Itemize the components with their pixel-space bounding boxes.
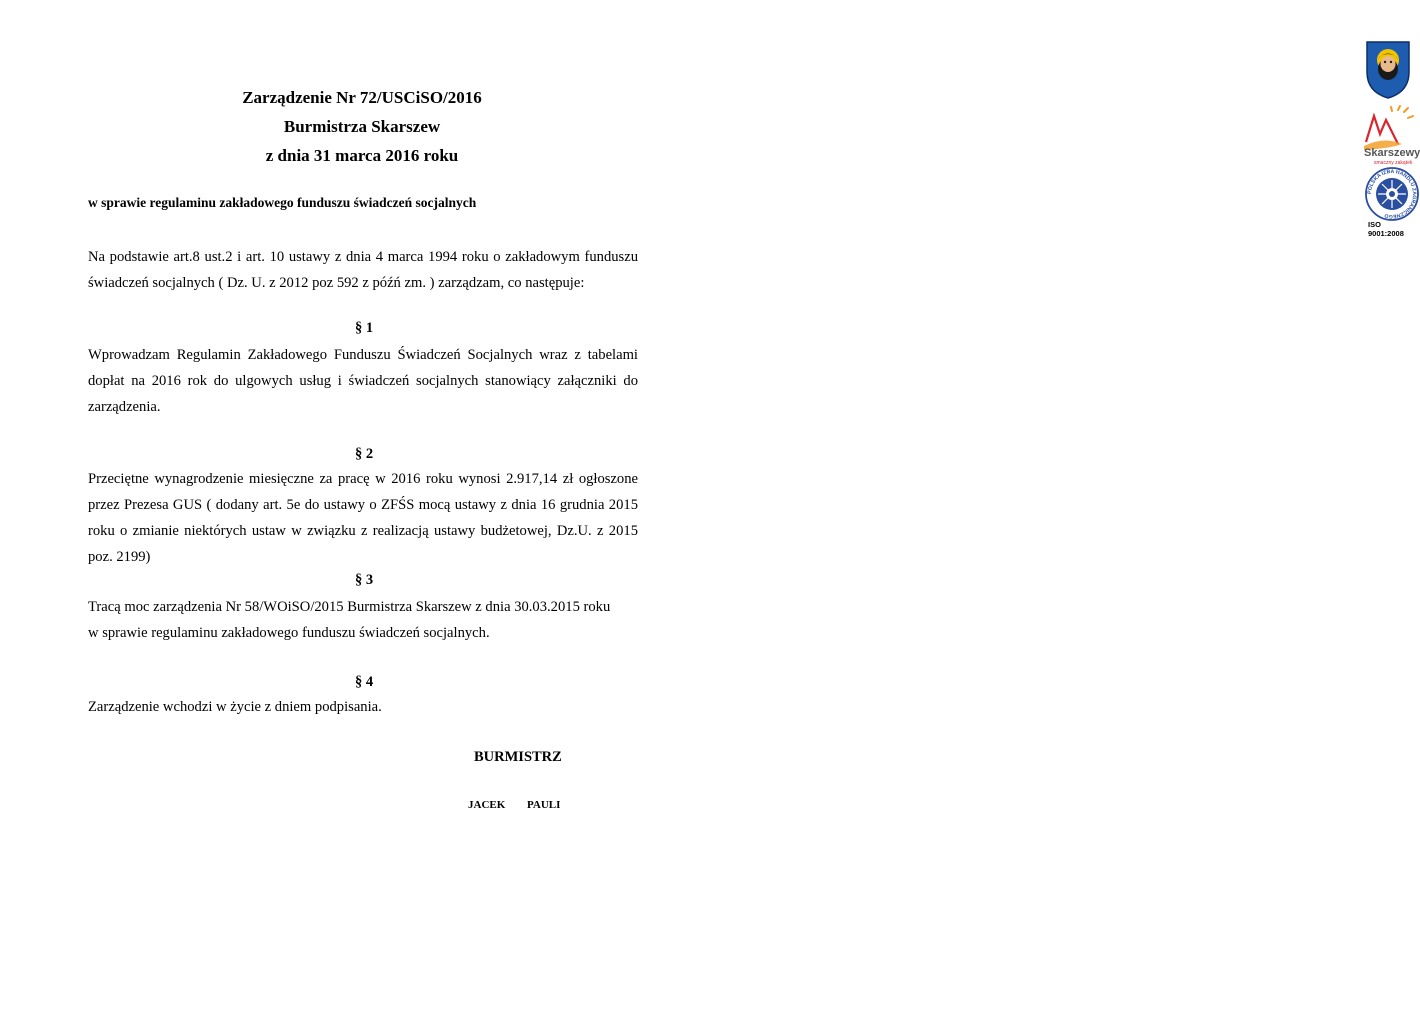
- signature-title: BURMISTRZ: [474, 749, 562, 765]
- document-title: Zarządzenie Nr 72/USCiSO/2016: [242, 88, 482, 107]
- section-1-heading: § 1: [354, 320, 374, 336]
- intro-paragraph: [88, 244, 638, 296]
- section-1-line-2: dopłat na 2016 rok do ulgowych usług i świadczeń socjalnych stanowiący załączniki do: [88, 373, 638, 389]
- section-1-body: [88, 342, 638, 420]
- section-4-line-1: Zarządzenie wchodzi w życie z dniem podpisania.: [88, 699, 382, 715]
- section-4-body: [88, 694, 638, 720]
- section-2-body: [88, 466, 638, 570]
- brand-tagline: smaczny zakątek: [1374, 160, 1413, 166]
- coat-of-arms-logo: [1364, 40, 1412, 100]
- date-line: z dnia 31 marca 2016 roku: [265, 146, 459, 165]
- section-2-line-4: poz. 2199): [88, 549, 151, 565]
- section-1-line-1: Wprowadzam Regulamin Zakładowego Funduszu Świadczeń Socjalnych wraz z tabelami: [88, 347, 638, 363]
- section-2-line-3: roku o zmianie niektórych ustaw w związku z realizacją ustawy budżetowej, Dz.U. z 2015: [88, 523, 638, 539]
- signature-first-name: JACEK: [468, 799, 506, 811]
- skarszewy-brand-logo: [1362, 106, 1420, 166]
- section-3-body: [88, 594, 638, 646]
- issuer-line: Burmistrza Skarszew: [283, 117, 441, 136]
- brand-text: Skarszewy: [1364, 147, 1420, 159]
- iso-label: ISO 9001:2008: [1368, 220, 1404, 238]
- intro-line-1: Na podstawie art.8 ust.2 i art. 10 ustawy z dnia 4 marca 1994 roku o zakładowym funduszu: [88, 249, 638, 265]
- section-3-heading: § 3: [354, 572, 374, 588]
- section-2-line-2: przez Prezesa GUS ( dodany art. 5e do ustawy o ZFŚS mocą ustawy z dnia 16 grudnia 2015: [88, 497, 638, 513]
- section-1-line-3: zarządzenia.: [88, 399, 161, 415]
- section-4-heading: § 4: [354, 674, 374, 690]
- section-3-line-1: Tracą moc zarządzenia Nr 58/WOiSO/2015 Burmistrza Skarszew z dnia 30.03.2015 roku: [88, 599, 611, 615]
- intro-line-2: świadczeń socjalnych ( Dz. U. z 2012 poz 592 z późń zm. ) zarządzam, co następuje:: [88, 275, 585, 291]
- seal-ring-text: POLSKA IZBA HANDLU ZAGRANICZNEGO: [1366, 168, 1418, 220]
- certification-seal-logo: [1364, 167, 1420, 221]
- section-2-line-1: Przeciętne wynagrodzenie miesięczne za pracę w 2016 roku wynosi 2.917,14 zł ogłoszone: [88, 471, 638, 487]
- subject-line: w sprawie regulaminu zakładowego funduszu świadczeń socjalnych: [88, 195, 477, 210]
- signature-last-name: PAULI: [527, 799, 561, 811]
- section-3-line-2: w sprawie regulaminu zakładowego funduszu świadczeń socjalnych.: [88, 625, 490, 641]
- section-2-heading: § 2: [354, 446, 374, 462]
